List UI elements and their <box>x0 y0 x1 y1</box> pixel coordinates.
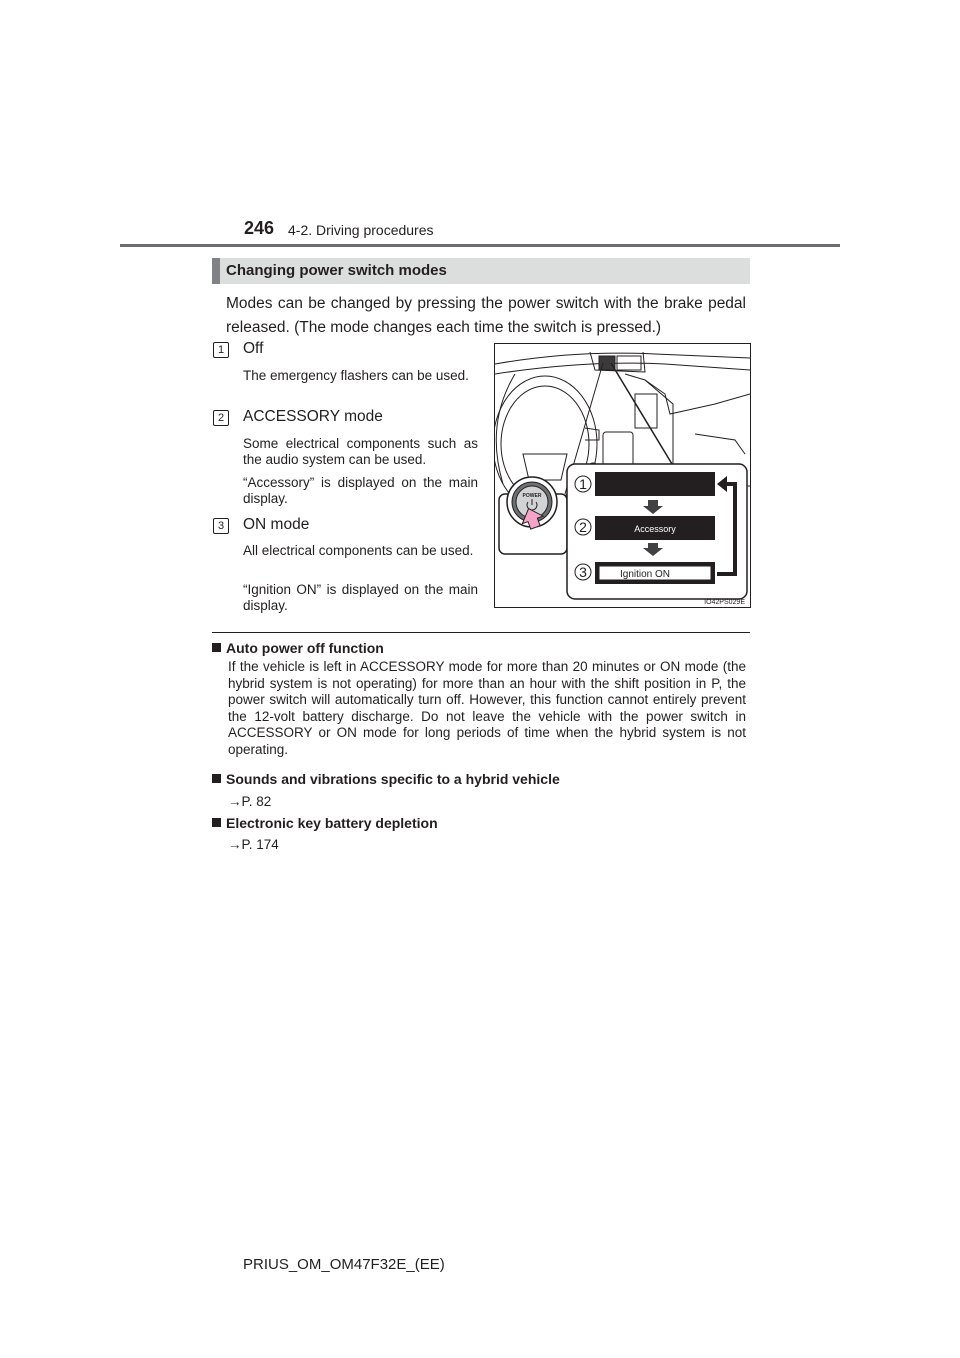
note-heading-sounds <box>212 771 560 787</box>
figure-code: IO42PS029E <box>704 599 745 606</box>
bullet-square-icon <box>212 643 221 652</box>
section-heading-text: Changing power switch modes <box>226 262 447 279</box>
mode-desc-on-2: “Ignition ON” is displayed on the main display. <box>243 582 478 613</box>
mode-number-3: 3 <box>213 518 229 534</box>
power-switch-illustration <box>494 343 751 608</box>
mode-title-off: Off <box>243 340 264 357</box>
display-ignition-text: Ignition ON <box>619 569 671 580</box>
page-number: 246 <box>244 218 275 238</box>
mode-number-2: 2 <box>213 410 229 426</box>
note-heading-text: Auto power off function <box>226 640 384 656</box>
note-heading-text: Sounds and vibrations specific to a hybrid vehicle <box>226 771 560 787</box>
note-body-auto-power-off: If the vehicle is left in ACCESSORY mode for more than 20 minutes or ON mode (the hybrid system is not operating) for more than an hour with the shift position in P, the power switch will automatically turn off. However, this function cannot entirely prevent the 12-volt battery discharge. Do not leave the vehicle with the power switch in ACCESSORY or ON mode for long periods of time when the hybrid system is not operating. <box>228 659 746 757</box>
note-heading-text: Electronic key battery depletion <box>226 815 438 831</box>
mode-number-1: 1 <box>213 342 229 358</box>
mode-desc-off: The emergency flashers can be used. <box>243 368 469 383</box>
section-divider <box>212 632 750 633</box>
note-heading-auto-power-off <box>212 640 384 656</box>
step-label-1: 1 <box>579 476 587 492</box>
chapter-title: 4-2. Driving procedures <box>288 222 434 238</box>
footer-doc-id: PRIUS_OM_OM47F32E_(EE) <box>243 1256 445 1273</box>
step-label-2: 2 <box>579 519 587 535</box>
section-heading <box>212 258 750 284</box>
display-off <box>595 472 715 496</box>
bullet-square-icon <box>212 774 221 783</box>
intro-paragraph: Modes can be changed by pressing the power switch with the brake pedal released. (The mode changes each time the switch is pressed.) <box>226 295 746 336</box>
step-label-3: 3 <box>579 564 587 580</box>
power-button-label: POWER <box>522 493 542 499</box>
header-rule <box>120 244 840 247</box>
mode-desc-accessory-2: “Accessory” is displayed on the main display. <box>243 475 478 506</box>
mode-desc-on-1: All electrical components can be used. <box>243 543 474 558</box>
bullet-square-icon <box>212 818 221 827</box>
note-link-page-82[interactable]: →P. 82 <box>228 794 272 809</box>
note-heading-key-battery <box>212 815 438 831</box>
mode-title-accessory: ACCESSORY mode <box>243 408 383 425</box>
note-link-page-174[interactable]: →P. 174 <box>228 837 279 852</box>
display-accessory-text: Accessory <box>634 524 676 534</box>
mode-title-on: ON mode <box>243 516 310 533</box>
section-heading-bar <box>212 258 220 284</box>
mode-desc-accessory-1: Some electrical components such as the audio system can be used. <box>243 436 478 467</box>
